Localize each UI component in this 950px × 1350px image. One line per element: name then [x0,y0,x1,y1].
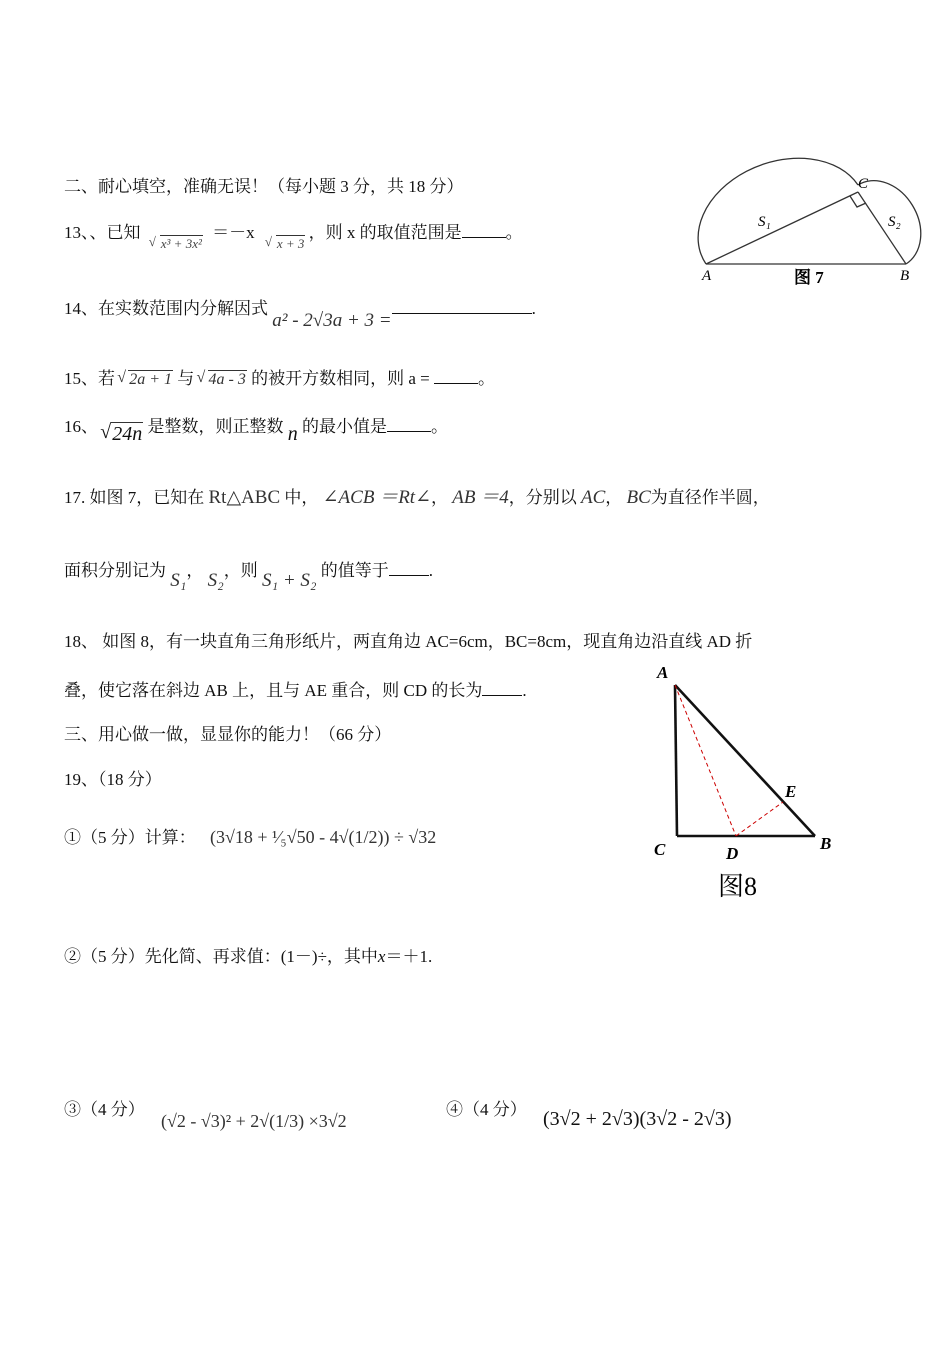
fig8-label-c: C [654,840,666,859]
q19-p4-expr: (3√2 + 2√3)(3√2 - 2√3) [543,1108,732,1130]
q17-line1-mid: 中， [284,488,319,507]
q17-line1-end: 为直径作半圆， [650,488,770,507]
fig7-side-ac [706,192,858,264]
fig8-fold-ad [675,685,736,836]
q17-line1-mid2: ，分别以 [508,488,577,507]
q15-rad1: √ 2a + 1 [119,371,173,388]
q17-s1: S₁ [170,570,187,591]
figure-7 [690,150,940,290]
q19-p2-end: ＝＋1. [385,947,433,966]
question-19-label: 19、（18 分） [64,770,162,789]
fig8-side-ac [675,685,677,836]
figure-8 [640,655,850,905]
q16-answer-blank[interactable] [387,417,431,432]
q19-p1-label: ①（5 分）计算： [64,828,196,847]
question-15 [64,364,495,389]
question-14 [64,294,536,331]
question-17-line-1 [64,482,770,509]
q13-expr-left: √ $_{x^3 + 3x^2}$ [151,236,206,251]
q15-end: 。 [478,369,496,388]
q17-angle: ∠ACB ＝Rt∠ [322,487,432,508]
q17-bc: BC [626,487,651,508]
q17-s2: S₂ [207,570,224,591]
q13-expr-right: √ $_{x + 3}$ [267,236,309,251]
q15-rad2: √ 4a - 3 [199,371,247,388]
question-19-part-1 [64,823,436,848]
q19-p4-label: ④（4 分） [446,1100,527,1119]
q17-sep: ， [186,561,204,580]
q17-comma: ， [431,488,449,507]
q19-p1-expr: (3√18 + ¹⁄₅√50 - 4√(1/2)) ÷ √32 [210,827,437,847]
question-19-part-2 [64,942,432,967]
question-19-part-3 [64,1095,347,1131]
fig8-side-ab [675,685,815,836]
q17-comma2: ， [605,488,623,507]
q13-answer-blank[interactable] [462,223,506,238]
q19-p2-var: x [377,947,386,966]
fig7-label-c: C [858,176,869,192]
question-13 [64,218,523,251]
q16-prefix: 16、 [64,417,98,436]
q13-suffix: ，则 x 的取值范围是 [308,223,462,242]
fig8-label-d: D [726,844,739,863]
q16-suffix: 的最小值是 [302,417,387,436]
q17-end: . [428,561,434,580]
q17-ac: AC [580,487,606,508]
q18-line2: 叠，使它落在斜边 AB 上，且与 AE 重合，则 CD 的长为 [64,681,483,700]
q13-prefix: 13、、已知 [64,223,141,242]
q15-prefix: 15、若 [64,369,115,388]
fig8-segment-de [736,802,783,836]
q19-p3-expr: (√2 - √3)² + 2√(1/3) ×3√2 [161,1111,347,1131]
q17-sum: S₁ + S₂ [261,570,317,591]
fig8-label-a: A [657,663,669,682]
q14-end: . [531,299,536,318]
fig8-label-e: E [785,782,797,801]
q15-mid: 与 [177,369,195,388]
q14-expr: a² - 2√3a + 3 = [272,310,392,331]
q13-end: 。 [505,223,523,242]
q15-suffix: 的被开方数相同，则 a = [251,369,430,388]
q17-line2-mid: ，则 [223,561,258,580]
q19-p3-label: ③（4 分） [64,1100,145,1119]
q17-ab: AB ＝4 [452,487,509,508]
fig7-label-s1: S₁ [758,214,771,230]
question-16 [64,412,448,445]
fig7-semicircle-ac [698,158,858,264]
question-19-part-4 [446,1095,732,1130]
q18-end: . [522,681,527,700]
question-18-line-1: 18、 如图 8，有一块直角三角形纸片，两直角边 AC=6cm，BC=8cm，现直角边沿直线 AD 折 [64,632,753,651]
fig8-caption: 图8 [718,872,758,901]
q17-line2-suffix: 的值等于 [320,561,389,580]
q13-equals: ＝－x [212,223,255,242]
q16-end: 。 [431,417,448,436]
q17-line1-prefix: 17. 如图 7，已知在 [64,488,205,507]
question-18-line-2 [64,676,527,701]
section-2-heading: 二、耐心填空，准确无误！（每小题 3 分，共 18 分） [64,177,464,196]
q14-prefix: 14、在实数范围内分解因式 [64,299,268,318]
fig7-caption: 图 7 [794,268,824,287]
q16-mid: 是整数，则正整数 [147,417,284,436]
fig8-label-b: B [820,834,832,853]
q17-answer-blank[interactable] [389,561,429,576]
q19-p2: ②（5 分）先化简、再求值：(1－)÷，其中 [64,947,378,966]
q14-answer-blank[interactable] [392,299,532,314]
question-17-line-2 [64,556,434,591]
q17-triangle: Rt△ABC [208,487,281,508]
fig7-label-b: B [900,268,910,284]
section-3-heading: 三、用心做一做，显显你的能力！（66 分） [64,725,392,744]
fig7-label-a: A [702,268,712,284]
q17-line2-prefix: 面积分别记为 [64,561,166,580]
fig7-label-s2: S₂ [888,214,901,230]
q16-rad: √ 24n [102,423,143,445]
q15-answer-blank[interactable] [434,369,478,384]
q18-answer-blank[interactable] [482,681,522,696]
q16-var: n [287,423,298,445]
